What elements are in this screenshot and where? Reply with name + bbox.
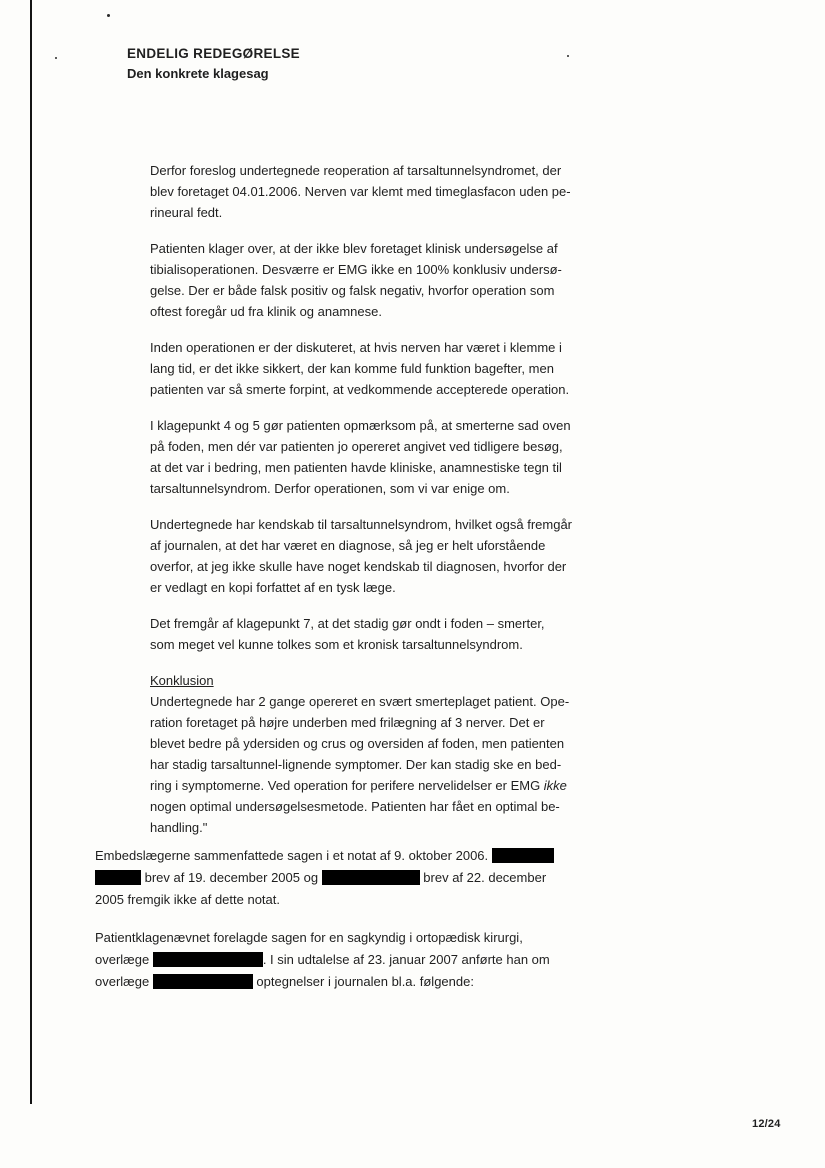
text-line xyxy=(150,259,630,280)
text-run: ration foretaget på højre underben med frilægning af 3 nerver. Det er xyxy=(150,715,545,730)
text-run: Embedslægerne sammenfattede sagen i et notat af 9. oktober 2006. xyxy=(95,848,492,863)
text-line xyxy=(150,280,630,301)
text-line xyxy=(150,535,630,556)
text-line xyxy=(150,202,630,223)
page-number: 12/24 xyxy=(752,1118,781,1130)
text-run: Patienten klager over, at der ikke blev foretaget klinisk undersøgelse af xyxy=(150,241,558,256)
quoted-paragraph xyxy=(150,514,630,598)
text-line xyxy=(150,733,630,754)
scan-speck xyxy=(567,55,569,57)
body-text-block xyxy=(95,845,735,1009)
text-line xyxy=(150,337,630,358)
redaction-box xyxy=(95,870,141,885)
text-run: har stadig tarsaltunnel-lignende symptomer. Der kan stadig ske en bed- xyxy=(150,757,562,772)
text-run: patienten var så smerte forpint, at vedkommende accepterede operation. xyxy=(150,382,570,397)
text-line xyxy=(150,181,630,202)
text-line xyxy=(150,160,630,181)
text-run: er vedlagt en kopi forfattet af en tysk læge. xyxy=(150,580,396,595)
text-line xyxy=(150,238,630,259)
text-run: Patientklagenævnet forelagde sagen for en sagkyndig i ortopædisk kirurgi, xyxy=(95,930,523,945)
text-run: . I sin udtalelse af 23. januar 2007 anførte han om xyxy=(262,952,550,967)
text-run: Undertegnede har 2 gange opereret en svært smerteplaget patient. Ope- xyxy=(150,694,570,709)
text-line xyxy=(150,514,630,535)
quoted-statement-block xyxy=(150,160,630,853)
text-run: Undertegnede har kendskab til tarsaltunnelsyndrom, hvilket også fremgår xyxy=(150,517,573,532)
text-run: 2005 fremgik ikke af dette notat. xyxy=(95,892,280,907)
text-line xyxy=(150,577,630,598)
redaction-box xyxy=(322,870,420,885)
text-line xyxy=(95,845,735,867)
emphasized-text: ikke xyxy=(543,778,567,793)
text-run: brev af 19. december 2005 og xyxy=(141,870,322,885)
text-run: overfor, at jeg ikke skulle have noget kendskab til diagnosen, hvorfor der xyxy=(150,559,567,574)
text-run: lang tid, er det ikke sikkert, der kan komme fuld funktion bagefter, men xyxy=(150,361,554,376)
text-run: handling." xyxy=(150,820,208,835)
text-line xyxy=(150,457,630,478)
text-run: oftest foregår ud fra klinik og anamnese. xyxy=(150,304,382,319)
text-line xyxy=(150,775,630,796)
scan-speck xyxy=(107,14,110,17)
redaction-box xyxy=(153,974,253,989)
text-line xyxy=(150,379,630,400)
text-run: rineural fedt. xyxy=(150,205,223,220)
text-line xyxy=(150,754,630,775)
scan-artifact-line xyxy=(30,0,32,1104)
text-run: Inden operationen er der diskuteret, at hvis nerven har været i klemme i xyxy=(150,340,562,355)
quoted-paragraph xyxy=(150,160,630,223)
text-run: optegnelser i journalen bl.a. følgende: xyxy=(252,974,474,989)
text-line xyxy=(150,796,630,817)
quoted-paragraph xyxy=(150,238,630,322)
text-line xyxy=(150,712,630,733)
text-line xyxy=(150,436,630,457)
text-run: ring i symptomerne. Ved operation for perifere nervelidelser er EMG xyxy=(150,778,544,793)
text-run: Det fremgår af klagepunkt 7, at det stadig gør ondt i foden – smerter, xyxy=(150,616,545,631)
text-line xyxy=(95,949,735,971)
text-line xyxy=(95,867,735,889)
text-run: blevet bedre på ydersiden og crus og oversiden af foden, men patienten xyxy=(150,736,565,751)
text-line xyxy=(150,670,630,691)
text-line xyxy=(150,478,630,499)
text-line xyxy=(95,971,735,993)
text-line xyxy=(150,301,630,322)
text-run: Derfor foreslog undertegnede reoperation af tarsaltunnelsyndromet, der xyxy=(150,163,562,178)
text-line xyxy=(150,613,630,634)
text-run: af journalen, at det har været en diagnose, så jeg er helt uforstående xyxy=(150,538,546,553)
text-run: tibialisoperationen. Desværre er EMG ikke en 100% konklusiv undersø- xyxy=(150,262,562,277)
body-paragraph xyxy=(95,927,735,993)
section-heading xyxy=(150,670,630,691)
document-header xyxy=(127,45,300,83)
text-run: overlæge xyxy=(95,974,153,989)
quoted-paragraph xyxy=(150,691,630,838)
document-title: ENDELIG REDEGØRELSE xyxy=(127,46,300,61)
text-line xyxy=(150,691,630,712)
quoted-paragraph xyxy=(150,415,630,499)
quoted-paragraph xyxy=(150,337,630,400)
text-run: nogen optimal undersøgelsesmetode. Patienten har fået en optimal be- xyxy=(150,799,560,814)
text-run: tarsaltunnelsyndrom. Derfor operationen, som vi var enige om. xyxy=(150,481,510,496)
text-line xyxy=(150,634,630,655)
text-line xyxy=(150,415,630,436)
body-paragraph xyxy=(95,845,735,911)
text-line xyxy=(95,889,735,911)
quoted-paragraph xyxy=(150,613,630,655)
text-run: brev af 22. december xyxy=(419,870,547,885)
text-run: blev foretaget 04.01.2006. Nerven var klemt med timeglasfacon uden pe- xyxy=(150,184,571,199)
text-line xyxy=(150,817,630,838)
text-run: I klagepunkt 4 og 5 gør patienten opmærksom på, at smerterne sad oven xyxy=(150,418,571,433)
redaction-box xyxy=(153,952,263,967)
text-run: Konklusion xyxy=(150,673,214,688)
document-subtitle: Den konkrete klagesag xyxy=(127,66,269,81)
text-line xyxy=(150,358,630,379)
text-run: på foden, men dér var patienten jo opereret angivet ved tidligere besøg, xyxy=(150,439,563,454)
text-run: at det var i bedring, men patienten havde kliniske, anamnestiske tegn til xyxy=(150,460,562,475)
scan-speck xyxy=(55,57,57,59)
redaction-box xyxy=(492,848,554,863)
text-run: overlæge xyxy=(95,952,153,967)
text-run: gelse. Der er både falsk positiv og falsk negativ, hvorfor operation som xyxy=(150,283,555,298)
text-run: som meget vel kunne tolkes som et kronisk tarsaltunnelsyndrom. xyxy=(150,637,523,652)
text-line xyxy=(95,927,735,949)
text-line xyxy=(150,556,630,577)
